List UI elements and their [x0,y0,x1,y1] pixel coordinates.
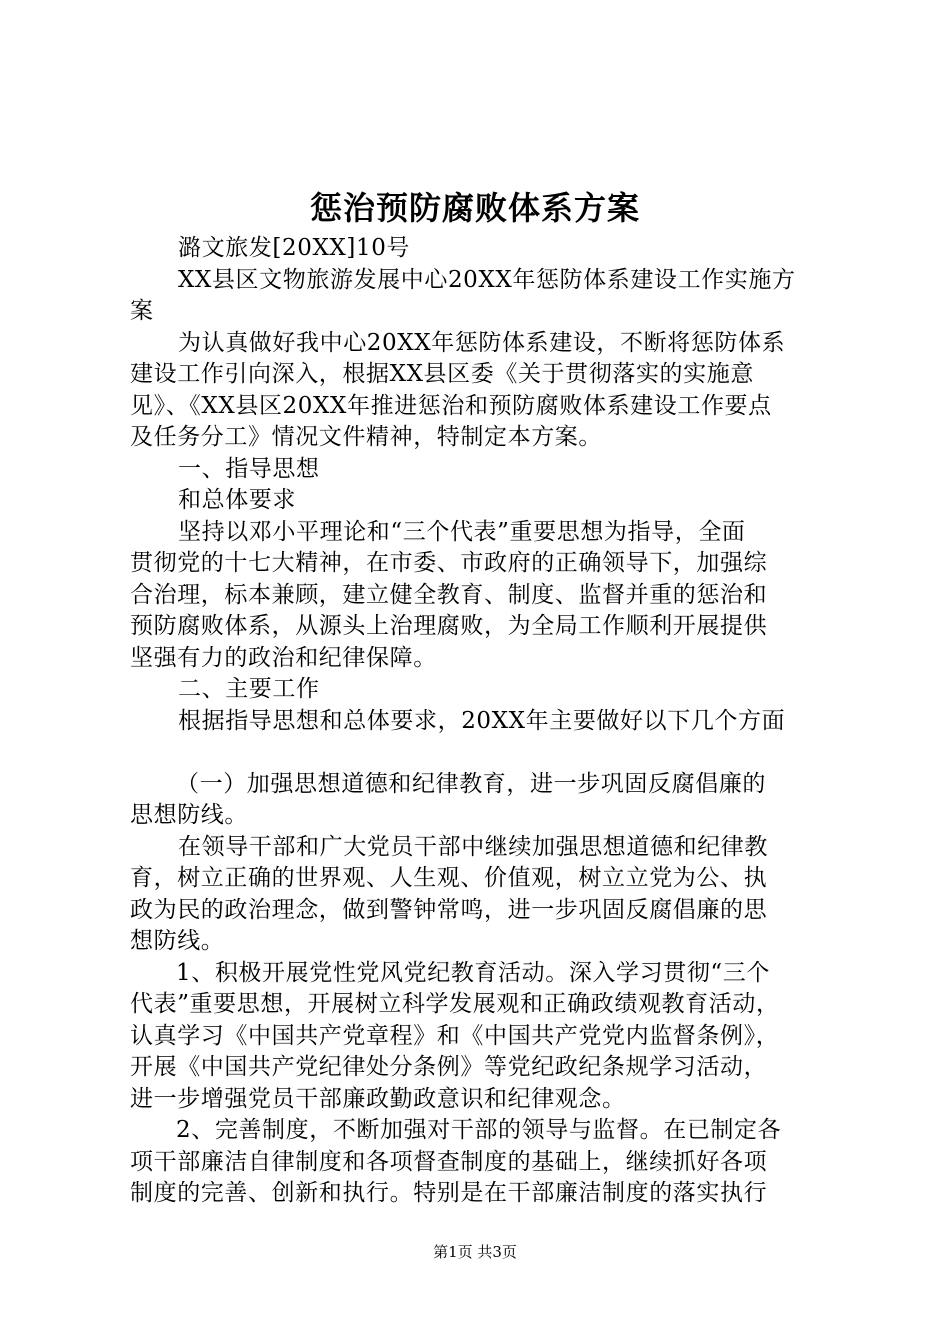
paragraph-line: 政为民的政治理念，做到警钟常鸣，进一步巩固反腐倡廉的思 [130,896,768,923]
paragraph-line: 开展《中国共产党纪律处分条例》等党纪政纪条规学习活动， [130,1054,768,1080]
subsection-heading: 思想防线。 [130,802,248,828]
paragraph-line: 合治理，标本兼顾，建立健全教育、制度、监督并重的惩治和 [130,581,768,608]
section-heading: 二、主要工作 [178,676,320,702]
paragraph-line: 代表”重要思想，开展树立科学发展观和正确政绩观教育活动， [130,991,780,1017]
paragraph-line: 见》、《XX县区20XX年推进惩治和预防腐败体系建设工作要点 [130,392,772,419]
blank-line [130,737,830,769]
paragraph-line: 进一步增强党员干部廉政勤政意识和纪律观念。 [130,1085,626,1112]
subtitle-line: XX县区文物旅游发展中心20XX年惩防体系建设工作实施方 [178,266,796,293]
section-heading: 和总体要求 [178,487,296,513]
paragraph-line: 2、完善制度，不断加强对干部的领导与监督。在已制定各 [176,1117,782,1143]
subtitle-line: 案 [130,298,154,324]
paragraph-line: 预防腐败体系，从源头上治理腐败，为全局工作顺利开展提供 [130,613,768,639]
paragraph-line: 育，树立正确的世界观、人生观、价值观，树立立党为公、执 [130,865,768,891]
document-body [130,233,830,1210]
paragraph-line: 为认真做好我中心20XX年惩防体系建设，不断将惩防体系 [178,329,786,356]
paragraph-line: 根据指导思想和总体要求，20XX年主要做好以下几个方面 [178,707,786,734]
subsection-heading: （一）加强思想道德和纪律教育，进一步巩固反腐倡廉的 [176,770,766,797]
paragraph-line: 坚持以邓小平理论和“三个代表”重要思想为指导，全面 [178,518,746,545]
paragraph-line: 及任务分工》情况文件精神，特制定本方案。 [130,424,602,450]
paragraph-line: 坚强有力的政治和纪律保障。 [130,644,437,671]
paragraph-line: 在领导干部和广大党员干部中继续加强思想道德和纪律教 [178,833,768,860]
section-heading: 一、指导思想 [178,455,320,482]
paragraph-line: 认真学习《中国共产党章程》和《中国共产党党内监督条例》， [130,1022,780,1049]
paragraph-line: 项干部廉洁自律制度和各项督查制度的基础上，继续抓好各项 [130,1148,768,1175]
document-title: 惩治预防腐败体系方案 [309,189,640,227]
paragraph-line: 想防线。 [130,928,225,954]
page-number-footer: 第1页 共3页 [433,1243,517,1261]
doc-number-line: 潞文旅发[20XX]10号 [178,235,411,261]
paragraph-line: 制度的完善、创新和执行。特别是在干部廉洁制度的落实执行 [130,1180,768,1206]
paragraph-line: 贯彻党的十七大精神，在市委、市政府的正确领导下，加强综 [130,550,768,576]
paragraph-line: 1、积极开展党性党风党纪教育活动。深入学习贯彻“三个 [176,959,770,986]
paragraph-line: 建设工作引向深入，根据XX县区委《关于贯彻落实的实施意 [130,361,754,387]
